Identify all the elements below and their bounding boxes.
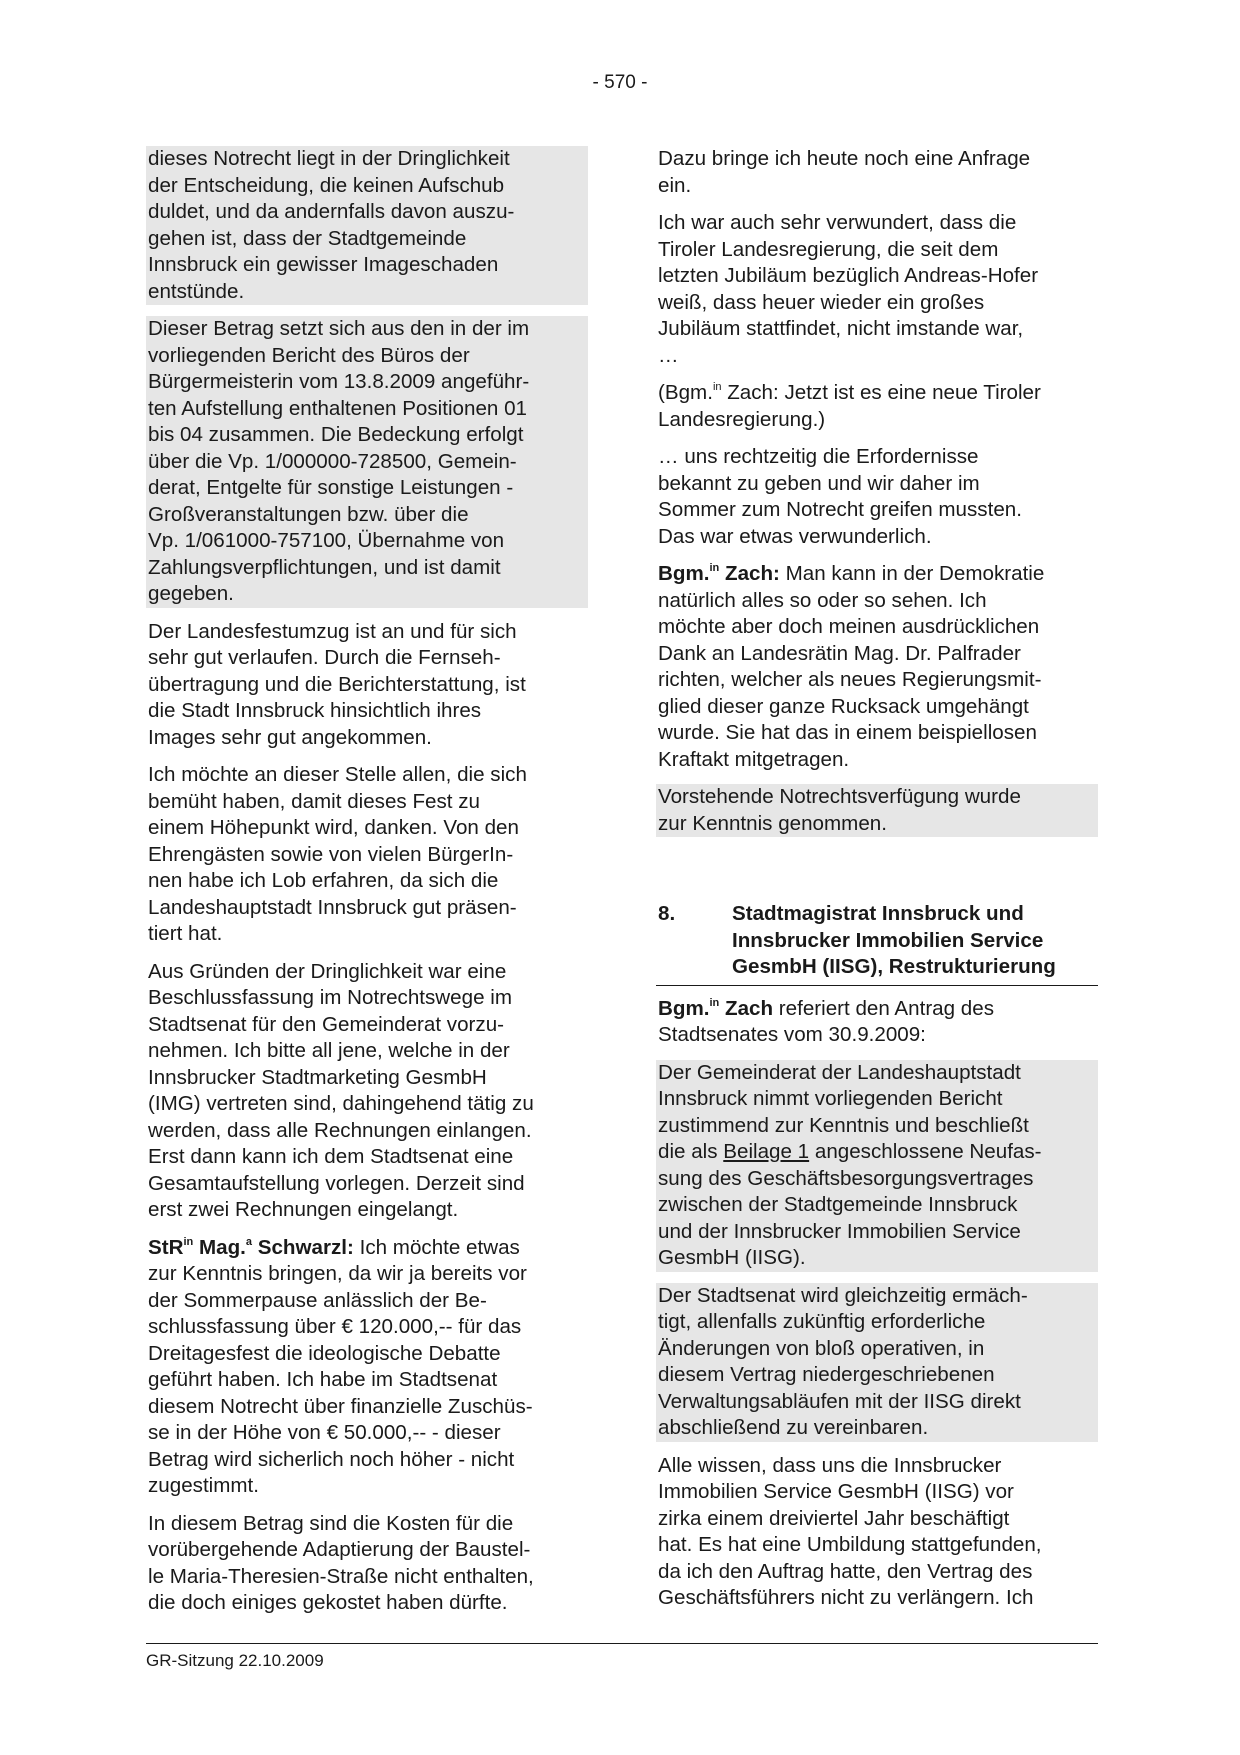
- text-line: über die Vp. 1/000000-728500, Gemein-: [148, 449, 517, 473]
- text-line: wurde. Sie hat das in einem beispiellosen: [658, 721, 1037, 744]
- text-line: dieses Notrecht liegt in der Dringlichkeit: [148, 147, 510, 170]
- right-paragraph-2: [656, 210, 1098, 369]
- text-line: Innsbrucker Immobilien Service: [732, 928, 1044, 952]
- text-line: se in der Höhe von € 50.000,-- - dieser: [148, 1421, 501, 1444]
- left-paragraph-6: StR$^{in}$ Mag.$^a$ Schwarzl: Ich möchte etwas zur Kenntnis bringen, da wir ja bereits vor der Sommerpause anlässlich der Be- schlussfassung über € 120.000,-- für das Dreitagesfest die ideologische Debatte geführt haben. Ich habe im Stadtsenat diesem Notrecht über finanzielle Zuschüs- se in der Höhe von € 50.000,-- - dieser Betrag wird sicherlich noch höher - nicht zugestimmt.: [146, 1235, 588, 1500]
- text-line: vorübergehende Adaptierung der Baustel-: [148, 1538, 531, 1561]
- text-line: Änderungen von bloß operativen, in: [658, 1336, 985, 1360]
- text-line: Gesamtaufstellung vorlegen. Derzeit sind: [148, 1171, 525, 1195]
- text-line: Immobilien Service GesmbH (IISG) vor: [658, 1480, 1014, 1503]
- text-line: Innsbruck ein gewisser Imageschaden: [148, 253, 499, 276]
- text-line: einem Höhepunkt wird, danken. Von den: [148, 816, 519, 839]
- text-line: Dreitagesfest die ideologische Debatte: [148, 1341, 501, 1365]
- text-line: zugestimmt.: [148, 1474, 260, 1497]
- text-line: tigt, allenfalls zukünftig erforderliche: [658, 1310, 986, 1333]
- right-paragraph-10: [656, 1453, 1098, 1612]
- left-paragraph-7: [146, 1511, 588, 1617]
- speaker-schwarzl: StR$^{in}$ Mag.$^a$ Schwarzl:: [148, 1235, 354, 1259]
- right-paragraph-4: [656, 444, 1098, 550]
- right-paragraph-5: Bgm.$^{in}$ Zach: Man kann in der Demokratie natürlich alles so oder so sehen. Ich möchte aber doch meinen ausdrücklichen Dank an Landesrätin Mag. Dr. Palfrader richten, welcher als neues Regierungsmit- glied dieser ganze Rucksack umgehängt wurde. Sie hat das in einem beispiellosen Kraftakt mitgetragen.: [656, 561, 1098, 773]
- text-line: …: [658, 343, 679, 367]
- section-heading-8: [656, 901, 1098, 986]
- text-line: zur Kenntnis bringen, da wir ja bereits vor: [148, 1262, 527, 1285]
- text-line: Innsbrucker Stadtmarketing GesmbH: [148, 1065, 487, 1089]
- text-line: Betrag wird sicherlich noch höher - nicht: [148, 1447, 515, 1471]
- beilage-link: Beilage 1: [723, 1140, 810, 1163]
- left-paragraph-2: [146, 316, 588, 608]
- text-line: Der Gemeinderat der Landeshauptstadt: [658, 1060, 1021, 1084]
- text-line: schlussfassung über € 120.000,-- für das: [148, 1315, 522, 1338]
- text-line: zwischen der Stadtgemeinde Innsbruck: [658, 1193, 1018, 1216]
- left-paragraph-3: [146, 619, 588, 752]
- text-line: geführt haben. Ich habe im Stadtsenat: [148, 1368, 498, 1391]
- text-line: Dank an Landesrätin Mag. Dr. Palfrader: [658, 641, 1021, 665]
- text-line: und der Innsbrucker Immobilien Service: [658, 1219, 1021, 1243]
- text-line: GesmbH (IISG), Restrukturierung: [732, 955, 1056, 978]
- right-paragraph-6: [656, 784, 1098, 837]
- text-line: möchte aber doch meinen ausdrücklichen: [658, 615, 1040, 638]
- text-line: Bürgermeisterin vom 13.8.2009 angeführ-: [148, 370, 530, 393]
- text-line: vorliegenden Bericht des Büros der: [148, 343, 470, 367]
- text-line: sung des Geschäftsbesorgungsvertrages: [658, 1166, 1034, 1190]
- text-line: Aus Gründen der Dringlichkeit war eine: [148, 959, 507, 983]
- text-line: Ich war auch sehr verwundert, dass die: [658, 211, 1017, 234]
- text-line: bekannt zu geben und wir daher im: [658, 471, 980, 495]
- text-line: Erst dann kann ich dem Stadtsenat eine: [148, 1145, 514, 1168]
- text-line: sehr gut verlaufen. Durch die Fernseh-: [148, 646, 501, 669]
- text-line: Zahlungsverpflichtungen, und ist damit: [148, 555, 501, 579]
- text-line: diesem Vertrag niedergeschriebenen: [658, 1363, 995, 1386]
- footer: GR-Sitzung 22.10.2009: [146, 1651, 324, 1670]
- text-line: Stadtsenat für den Gemeinderat vorzu-: [148, 1012, 505, 1036]
- text-line: nehmen. Ich bitte all jene, welche in der: [148, 1039, 510, 1062]
- speaker-zach-2: Bgm.$^{in}$ Zach: [658, 996, 774, 1020]
- text-line: Großveranstaltungen bzw. über die: [148, 502, 469, 526]
- text-line: Images sehr gut angekommen.: [148, 725, 432, 749]
- text-line: erst zwei Rechnungen eingelangt.: [148, 1198, 459, 1221]
- text-line: Beschlussfassung im Notrechtswege im: [148, 986, 512, 1009]
- text-line: der Entscheidung, die keinen Aufschub: [148, 173, 505, 197]
- text-line: die Stadt Innsbruck hinsichtlich ihres: [148, 699, 482, 722]
- right-paragraph-1: [656, 146, 1098, 199]
- text-line: GesmbH (IISG).: [658, 1246, 806, 1269]
- text-line: ein.: [658, 173, 692, 197]
- text-line: nen habe ich Lob erfahren, da sich die: [148, 869, 499, 892]
- right-column: [656, 146, 1098, 1623]
- text-line: Vorstehende Notrechtsverfügung wurde: [658, 785, 1021, 808]
- text-line: Kraftakt mitgetragen.: [658, 747, 850, 771]
- left-paragraph-1: [146, 146, 588, 305]
- text-line: Ich möchte an dieser Stelle allen, die sich: [148, 763, 527, 786]
- text-line: zirka einem dreiviertel Jahr beschäftigt: [658, 1506, 1010, 1530]
- text-line: bemüht haben, damit dieses Fest zu: [148, 789, 480, 813]
- text-line: Sommer zum Notrecht greifen mussten.: [658, 498, 1022, 521]
- text-line: abschließend zu vereinbaren.: [658, 1416, 929, 1439]
- text-line: Alle wissen, dass uns die Innsbrucker: [658, 1453, 1002, 1477]
- text-line: werden, dass alle Rechnungen einlangen.: [148, 1118, 532, 1142]
- text-line: entstünde.: [148, 279, 245, 303]
- text-line: zur Kenntnis genommen.: [658, 811, 887, 835]
- text-line: Der Stadtsenat wird gleichzeitig ermäch-: [658, 1283, 1028, 1307]
- text-line: Ehrengästen sowie von vielen BürgerIn-: [148, 842, 514, 866]
- text-line: tiert hat.: [148, 922, 223, 945]
- text-line: hat. Es hat eine Umbildung stattgefunden,: [658, 1533, 1042, 1556]
- text-line: Jubiläum stattfindet, nicht imstande war,: [658, 317, 1024, 340]
- text-line: weiß, dass heuer wieder ein großes: [658, 290, 985, 314]
- text-line: … uns rechtzeitig die Erfordernisse: [658, 445, 979, 468]
- left-paragraph-5: [146, 959, 588, 1224]
- text-line: Dazu bringe ich heute noch eine Anfrage: [658, 147, 1031, 170]
- text-line: Tiroler Landesregierung, die seit dem: [658, 237, 999, 261]
- text-line: übertragung und die Berichterstattung, ist: [148, 672, 526, 696]
- right-paragraph-9: [656, 1283, 1098, 1442]
- text-line: der Sommerpause anlässlich der Be-: [148, 1288, 487, 1312]
- text-line: Dieser Betrag setzt sich aus den in der im: [148, 317, 530, 340]
- text-line: le Maria-Theresien-Straße nicht enthalten,: [148, 1564, 534, 1588]
- text-line: derat, Entgelte für sonstige Leistungen -: [148, 476, 514, 499]
- text-line: Verwaltungsabläufen mit der IISG direkt: [658, 1389, 1021, 1413]
- left-column: [146, 146, 588, 1628]
- text-line: Landesregierung.): [658, 407, 826, 431]
- text-line: gegeben.: [148, 582, 234, 605]
- speaker-zach: Bgm.$^{in}$ Zach:: [658, 562, 780, 585]
- text-line: Landeshauptstadt Innsbruck gut präsen-: [148, 895, 517, 919]
- section-title: [732, 901, 1056, 981]
- text-line: glied dieser ganze Rucksack umgehängt: [658, 694, 1029, 718]
- text-line: In diesem Betrag sind die Kosten für die: [148, 1511, 514, 1535]
- text-line: richten, welcher als neues Regierungsmit-: [658, 668, 1042, 691]
- text-line: Das war etwas verwunderlich.: [658, 524, 932, 548]
- text-line: natürlich alles so oder so sehen. Ich: [658, 588, 987, 612]
- text-line: zustimmend zur Kenntnis und beschließt: [658, 1113, 1029, 1137]
- text-line: Der Landesfestumzug ist an und für sich: [148, 619, 517, 643]
- text-line: Vp. 1/061000-757100, Übernahme von: [148, 529, 505, 552]
- footer-rule: [146, 1643, 1098, 1644]
- text-line: (IMG) vertreten sind, dahingehend tätig zu: [148, 1092, 534, 1115]
- text-line: duldet, und da andernfalls davon auszu-: [148, 200, 515, 223]
- text-line: bis 04 zusammen. Die Bedeckung erfolgt: [148, 423, 524, 446]
- text-line: Innsbruck nimmt vorliegenden Bericht: [658, 1087, 1003, 1110]
- left-paragraph-4: [146, 762, 588, 948]
- text-line: Stadtsenates vom 30.9.2009:: [658, 1023, 926, 1046]
- right-paragraph-8: Der Gemeinderat der Landeshauptstadt Innsbruck nimmt vorliegenden Bericht zustimmend zur Kenntnis und beschließt die als Beilage 1 angeschlossene Neufas- sung des Geschäftsbesorgungsvertrages zwischen der Stadtgemeinde Innsbruck und der Innsbrucker Immobilien Service GesmbH (IISG).: [656, 1060, 1098, 1272]
- right-paragraph-7: Bgm.$^{in}$ Zach referiert den Antrag des Stadtsenates vom 30.9.2009:: [656, 996, 1098, 1049]
- page-number: - 570 -: [592, 72, 648, 93]
- text-line: Geschäftsführers nicht zu verlängern. Ich: [658, 1586, 1034, 1609]
- text-line: da ich den Auftrag hatte, den Vertrag des: [658, 1559, 1033, 1583]
- text-line: gehen ist, dass der Stadtgemeinde: [148, 226, 467, 250]
- text-line: die doch einiges gekostet haben dürfte.: [148, 1591, 508, 1614]
- section-number: 8.: [658, 902, 676, 925]
- text-line: diesem Notrecht über finanzielle Zuschüs-: [148, 1394, 533, 1418]
- text-line: ten Aufstellung enthaltenen Positionen 01: [148, 396, 527, 420]
- right-paragraph-3: (Bgm.$^{in}$ Zach: Jetzt ist es eine neue Tiroler Landesregierung.): [656, 380, 1098, 433]
- text-line: Stadtmagistrat Innsbruck und: [732, 902, 1024, 925]
- text-line: letzten Jubiläum bezüglich Andreas-Hofer: [658, 264, 1039, 287]
